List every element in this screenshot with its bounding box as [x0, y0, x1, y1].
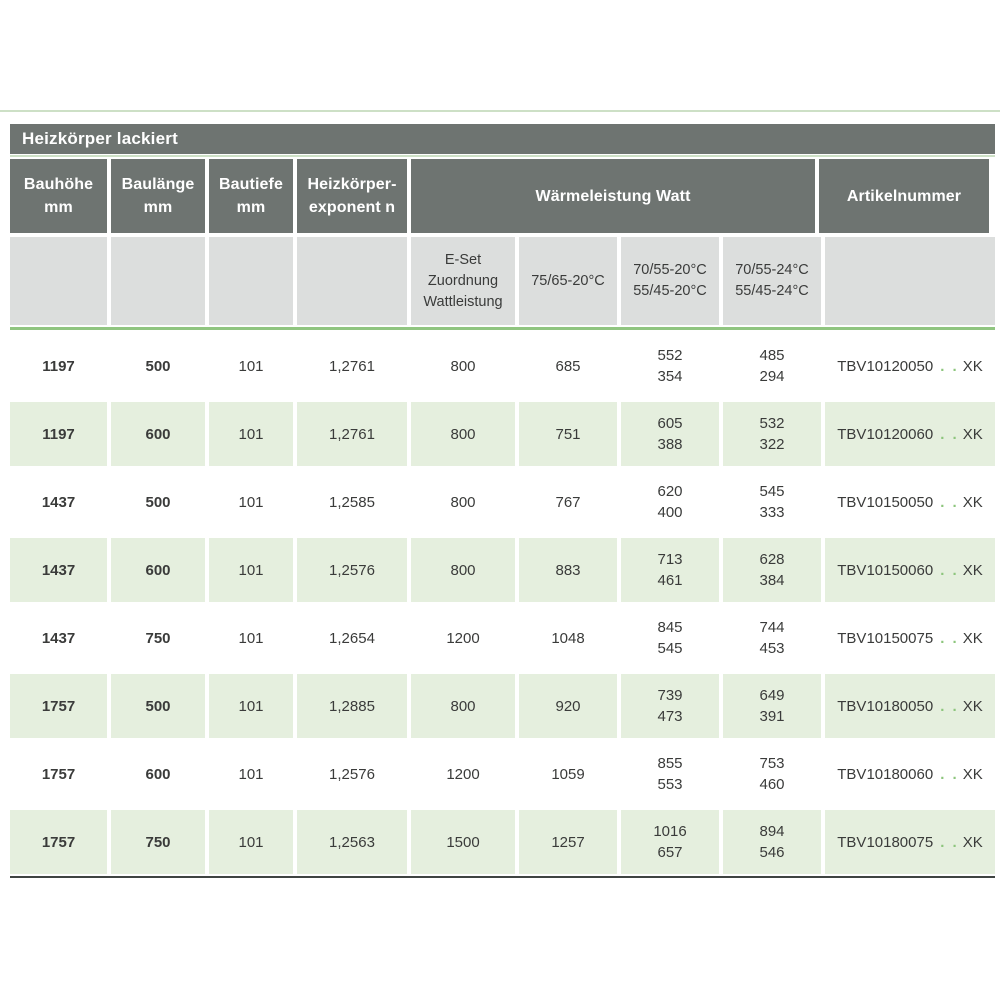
cell-bautiefe: 101: [209, 538, 293, 602]
table-bottom-rule: [10, 876, 995, 878]
title-separator-rule: [10, 155, 995, 157]
watt-value-upper: 855: [657, 755, 683, 772]
cell-watt-7565: 1059: [519, 742, 617, 806]
watt-value-upper: 845: [657, 619, 683, 636]
cell-watt-7055-24: [723, 402, 821, 466]
cell-watt-7055-24: [723, 674, 821, 738]
cell-watt-7565: 1048: [519, 606, 617, 670]
artikel-dots: . .: [940, 493, 959, 511]
cell-eset-watt: 800: [411, 470, 515, 534]
artikel-dots: . .: [940, 357, 959, 375]
subheader-line: E-Set: [444, 251, 482, 268]
cell-watt-7055-20: [621, 334, 719, 398]
subheader-line: 55/45-20°C: [633, 283, 707, 299]
cell-bauhoehe: 1197: [10, 334, 107, 398]
header-line: Bautiefe: [219, 176, 283, 193]
cell-bautiefe: 101: [209, 742, 293, 806]
cell-artikelnummer: [825, 742, 995, 806]
cell-watt-7055-20: [621, 674, 719, 738]
cell-exponent: 1,2576: [297, 742, 407, 806]
artikel-code: TBV10180075: [837, 833, 934, 851]
cell-artikelnummer: [825, 606, 995, 670]
watt-value-lower: 391: [759, 708, 785, 725]
table-row: [10, 538, 995, 602]
watt-value-upper: 552: [657, 347, 683, 364]
watt-value-lower: 322: [759, 436, 785, 453]
artikel-suffix: XK: [962, 765, 983, 783]
subheader-empty: [209, 237, 293, 325]
cell-baulaenge: 600: [111, 742, 205, 806]
watt-value-lower: 546: [759, 844, 785, 861]
cell-bautiefe: 101: [209, 810, 293, 874]
table-body: [10, 334, 995, 874]
cell-bautiefe: 101: [209, 470, 293, 534]
cell-watt-7055-20: [621, 538, 719, 602]
table-row: [10, 334, 995, 398]
header-line: mm: [143, 199, 173, 216]
artikel-code: TBV10150050: [837, 493, 934, 511]
header-line: Heizkörper-: [307, 176, 397, 193]
artikel-code: TBV10150075: [837, 629, 934, 647]
cell-bauhoehe: 1757: [10, 810, 107, 874]
cell-bauhoehe: 1437: [10, 538, 107, 602]
table-row: [10, 606, 995, 670]
cell-watt-7055-24: [723, 538, 821, 602]
cell-exponent: 1,2585: [297, 470, 407, 534]
cell-eset-watt: 1500: [411, 810, 515, 874]
subheader-eset: [411, 237, 515, 325]
artikel-suffix: XK: [962, 357, 983, 375]
cell-watt-7055-24: [723, 742, 821, 806]
artikel-code: TBV10120050: [837, 357, 934, 375]
header-line: Baulänge: [121, 176, 195, 193]
page-top-rule: [0, 110, 1000, 112]
artikel-code: TBV10180050: [837, 697, 934, 715]
cell-bautiefe: 101: [209, 606, 293, 670]
watt-value-lower: 657: [657, 844, 683, 861]
watt-value-lower: 453: [759, 640, 785, 657]
cell-watt-7055-20: [621, 402, 719, 466]
cell-watt-7055-20: [621, 742, 719, 806]
artikel-suffix: XK: [962, 833, 983, 851]
header-exponent: [297, 159, 407, 233]
watt-value-lower: 294: [759, 368, 785, 385]
header-line: exponent n: [308, 199, 396, 216]
cell-watt-7055-20: [621, 810, 719, 874]
cell-bautiefe: 101: [209, 674, 293, 738]
table-row: [10, 674, 995, 738]
cell-watt-7055-24: [723, 470, 821, 534]
watt-value-upper: 753: [759, 755, 785, 772]
cell-exponent: 1,2576: [297, 538, 407, 602]
cell-baulaenge: 600: [111, 538, 205, 602]
cell-watt-7565: 751: [519, 402, 617, 466]
cell-artikelnummer: [825, 334, 995, 398]
cell-baulaenge: 750: [111, 810, 205, 874]
header-baulaenge: [111, 159, 205, 233]
cell-baulaenge: 750: [111, 606, 205, 670]
cell-watt-7565: 920: [519, 674, 617, 738]
cell-exponent: 1,2761: [297, 334, 407, 398]
cell-eset-watt: 800: [411, 334, 515, 398]
subheader-7055-20: [621, 237, 719, 325]
header-separator-rule: [10, 327, 995, 330]
subheader-line: Wattleistung: [423, 293, 503, 310]
sub-header-row: [10, 237, 995, 325]
watt-value-lower: 545: [657, 640, 683, 657]
cell-baulaenge: 500: [111, 334, 205, 398]
artikel-dots: . .: [940, 697, 959, 715]
header-artikelnummer: Artikelnummer: [819, 159, 989, 233]
cell-baulaenge: 600: [111, 402, 205, 466]
cell-watt-7055-24: [723, 606, 821, 670]
cell-bauhoehe: 1757: [10, 674, 107, 738]
cell-exponent: 1,2563: [297, 810, 407, 874]
radiator-spec-table: [10, 124, 995, 878]
cell-watt-7565: 767: [519, 470, 617, 534]
cell-watt-7055-24: [723, 334, 821, 398]
cell-eset-watt: 1200: [411, 606, 515, 670]
subheader-line: Zuordnung: [427, 272, 499, 289]
watt-value-upper: 532: [759, 415, 785, 432]
watt-value-upper: 628: [759, 551, 785, 568]
watt-value-upper: 485: [759, 347, 785, 364]
cell-artikelnummer: [825, 810, 995, 874]
subheader-empty: [111, 237, 205, 325]
cell-bauhoehe: 1437: [10, 606, 107, 670]
watt-value-upper: 713: [657, 551, 683, 568]
subheader-line: 70/55-20°C: [633, 262, 707, 278]
artikel-dots: . .: [940, 561, 959, 579]
cell-bautiefe: 101: [209, 402, 293, 466]
table-row: [10, 402, 995, 466]
watt-value-upper: 545: [759, 483, 785, 500]
artikel-code: TBV10150060: [837, 561, 934, 579]
cell-artikelnummer: [825, 538, 995, 602]
table-title: Heizkörper lackiert: [10, 124, 995, 154]
subheader-7055-24: [723, 237, 821, 325]
cell-exponent: 1,2761: [297, 402, 407, 466]
cell-artikelnummer: [825, 402, 995, 466]
cell-eset-watt: 800: [411, 538, 515, 602]
cell-watt-7565: 883: [519, 538, 617, 602]
artikel-dots: . .: [940, 425, 959, 443]
cell-baulaenge: 500: [111, 674, 205, 738]
artikel-code: TBV10120060: [837, 425, 934, 443]
cell-baulaenge: 500: [111, 470, 205, 534]
subheader-7565: 75/65-20°C: [519, 237, 617, 325]
watt-value-upper: 605: [657, 415, 683, 432]
subheader-line: 70/55-24°C: [735, 262, 809, 278]
cell-exponent: 1,2654: [297, 606, 407, 670]
cell-eset-watt: 1200: [411, 742, 515, 806]
table-row: [10, 810, 995, 874]
watt-value-upper: 744: [759, 619, 785, 636]
watt-value-lower: 354: [657, 368, 683, 385]
cell-watt-7055-20: [621, 470, 719, 534]
watt-value-lower: 473: [657, 708, 683, 725]
watt-value-lower: 553: [657, 776, 683, 793]
subheader-empty: [297, 237, 407, 325]
cell-watt-7565: 1257: [519, 810, 617, 874]
subheader-line: 55/45-24°C: [735, 283, 809, 299]
header-bauhoehe: [10, 159, 107, 233]
cell-bauhoehe: 1757: [10, 742, 107, 806]
watt-value-lower: 400: [657, 504, 683, 521]
cell-bautiefe: 101: [209, 334, 293, 398]
watt-value-upper: 1016: [653, 823, 687, 840]
artikel-suffix: XK: [962, 629, 983, 647]
artikel-dots: . .: [940, 833, 959, 851]
artikel-code: TBV10180060: [837, 765, 934, 783]
watt-value-upper: 739: [657, 687, 683, 704]
cell-eset-watt: 800: [411, 402, 515, 466]
artikel-suffix: XK: [962, 561, 983, 579]
watt-value-lower: 384: [759, 572, 785, 589]
cell-watt-7055-20: [621, 606, 719, 670]
cell-exponent: 1,2885: [297, 674, 407, 738]
artikel-suffix: XK: [962, 425, 983, 443]
table-row: [10, 470, 995, 534]
artikel-dots: . .: [940, 629, 959, 647]
cell-artikelnummer: [825, 470, 995, 534]
subheader-empty: [825, 237, 995, 325]
header-line: mm: [44, 199, 73, 216]
cell-watt-7565: 685: [519, 334, 617, 398]
watt-value-lower: 333: [759, 504, 785, 521]
artikel-dots: . .: [940, 765, 959, 783]
cell-watt-7055-24: [723, 810, 821, 874]
watt-value-lower: 461: [657, 572, 683, 589]
column-header-row: [10, 159, 995, 233]
artikel-suffix: XK: [962, 493, 983, 511]
watt-value-lower: 388: [657, 436, 683, 453]
artikel-suffix: XK: [962, 697, 983, 715]
cell-bauhoehe: 1437: [10, 470, 107, 534]
watt-value-upper: 620: [657, 483, 683, 500]
header-waermeleistung: Wärmeleistung Watt: [411, 159, 815, 233]
watt-value-upper: 649: [759, 687, 785, 704]
header-line: mm: [236, 199, 266, 216]
cell-bauhoehe: 1197: [10, 402, 107, 466]
cell-eset-watt: 800: [411, 674, 515, 738]
watt-value-upper: 894: [759, 823, 785, 840]
subheader-empty: [10, 237, 107, 325]
header-line: Bauhöhe: [23, 176, 94, 193]
watt-value-lower: 460: [759, 776, 785, 793]
cell-artikelnummer: [825, 674, 995, 738]
header-bautiefe: [209, 159, 293, 233]
table-row: [10, 742, 995, 806]
